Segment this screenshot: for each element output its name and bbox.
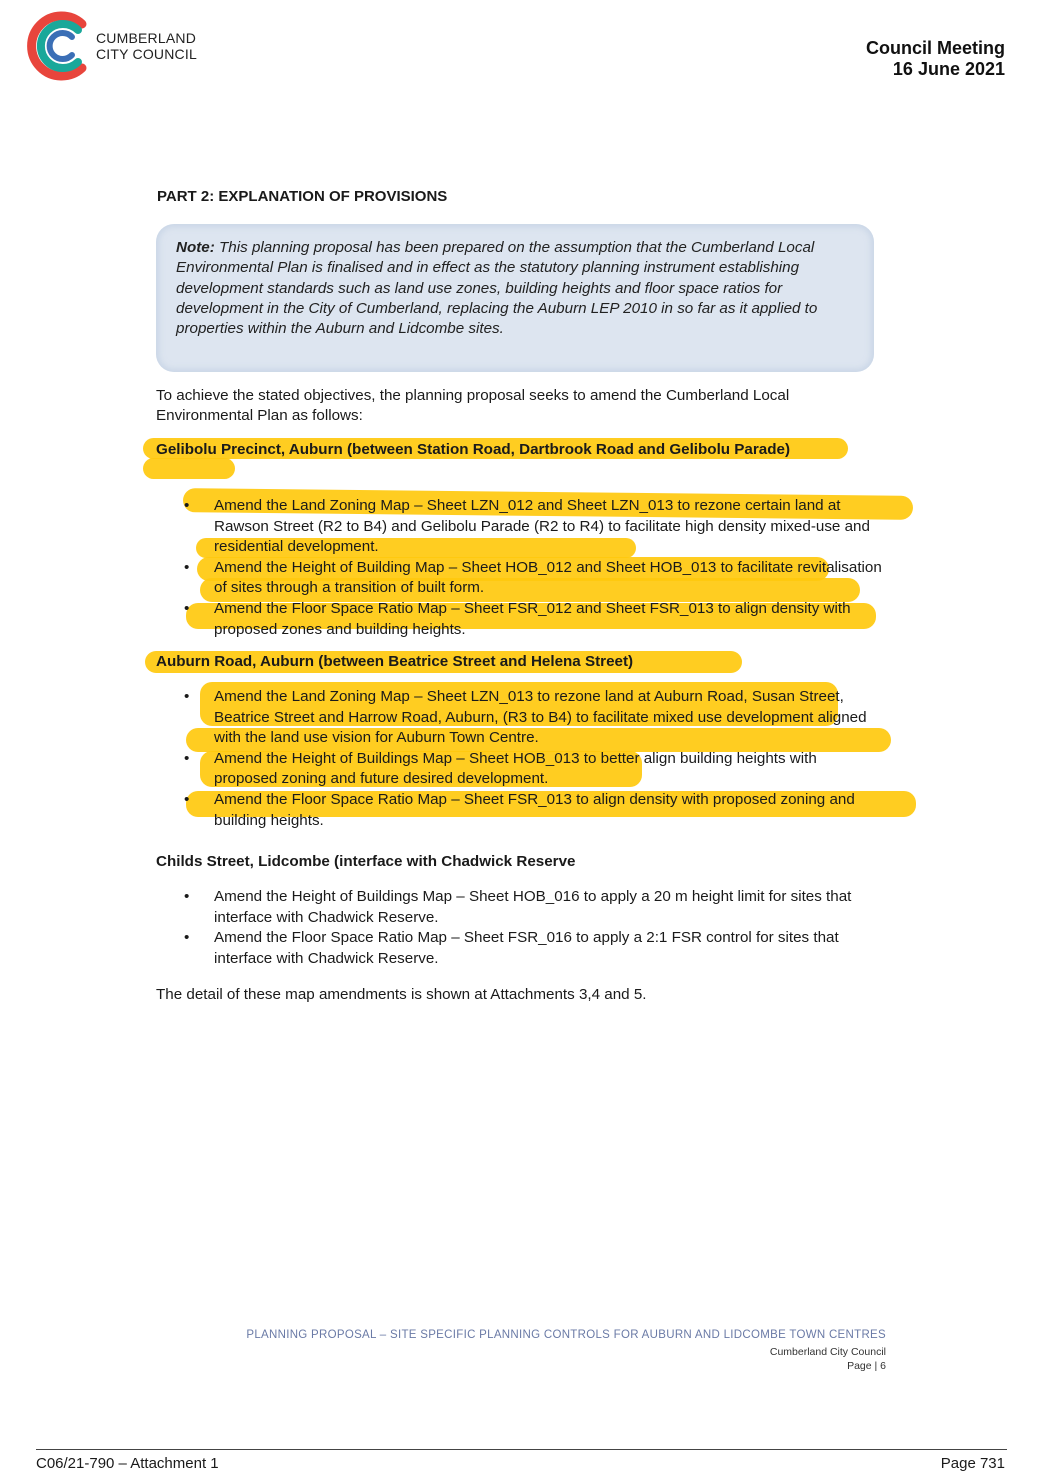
section-heading-gelibolu: Gelibolu Precinct, Auburn (between Station Road, Dartbrook Road and Gelibolu Parade): [156, 441, 791, 458]
list-item: • Amend the Height of Building Map – Sheet HOB_012 and Sheet HOB_013 to facilitate revitalisation of sites through a transition of built form.: [184, 558, 884, 599]
closing-paragraph: The detail of these map amendments is shown at Attachments 3,4 and 5.: [156, 986, 647, 1003]
attachment-reference: C06/21-790 – Attachment 1: [36, 1455, 219, 1472]
document-footer-page: Page | 6: [847, 1360, 886, 1372]
intro-paragraph: To achieve the stated objectives, the planning proposal seeks to amend the Cumberland Local Environmental Plan as follows:: [156, 387, 790, 424]
page-number: Page 731: [940, 1455, 1005, 1472]
section-heading-auburn-road: Auburn Road, Auburn (between Beatrice Street and Helena Street): [156, 653, 634, 670]
list-item: • Amend the Floor Space Ratio Map – Sheet FSR_012 and Sheet FSR_013 to align density with proposed zones and building heights.: [184, 599, 884, 640]
document-footer-meta: [770, 1345, 886, 1373]
list-item: • Amend the Floor Space Ratio Map – Sheet FSR_016 to apply a 2:1 FSR control for sites that interface with Chadwick Reserve.: [184, 928, 884, 969]
footer-divider: [36, 1449, 1007, 1450]
section-list-auburn-road: [184, 687, 884, 831]
list-item: • Amend the Height of Buildings Map – Sheet HOB_016 to apply a 20 m height limit for sites that interface with Chadwick Reserve.: [184, 887, 884, 928]
part-heading: PART 2: EXPLANATION OF PROVISIONS: [157, 188, 448, 205]
meeting-header: [866, 38, 1005, 80]
document-footer-title: PLANNING PROPOSAL – SITE SPECIFIC PLANNING CONTROLS FOR AUBURN AND LIDCOMBE TOWN CENTRES: [246, 1329, 886, 1341]
section-list-childs-street: [184, 887, 884, 969]
list-item: • Amend the Land Zoning Map – Sheet LZN_013 to rezone land at Auburn Road, Susan Street, Beatrice Street and Harrow Road, Auburn, (R3 to B4) to facilitate mixed use development aligned with the land use vision for Auburn Town Centre.: [184, 687, 884, 749]
list-item: • Amend the Land Zoning Map – Sheet LZN_012 and Sheet LZN_013 to rezone certain land at Rawson Street (R2 to B4) and Gelibolu Parade (R2 to R4) to facilitate high density mixed-use and residential development.: [184, 496, 884, 558]
document-footer-org: Cumberland City Council: [769, 1346, 886, 1358]
logo-wordmark: CUMBERLAND CITY COUNCIL: [96, 30, 197, 62]
section-list-gelibolu: [184, 496, 884, 640]
meeting-date: 16 June 2021: [892, 59, 1005, 79]
section-heading-childs-street: Childs Street, Lidcombe (interface with Chadwick Reserve: [156, 853, 576, 870]
note-text: Note: This planning proposal has been prepared on the assumption that the Cumberland Local Environmental Plan is finalised and in effect as the statutory planning instrument establishing development standards such as land use zones, building heights and floor space ratios for development in the City of Cumberland, replacing the Auburn LEP 2010 in so far as it applied to properties within the Auburn and Lidcombe sites.: [176, 239, 818, 338]
meeting-title: Council Meeting: [866, 38, 1005, 58]
list-item: • Amend the Floor Space Ratio Map – Sheet FSR_013 to align density with proposed zoning and building heights.: [184, 790, 884, 831]
list-item: • Amend the Height of Buildings Map – Sheet HOB_013 to better align building heights with proposed zoning and future desired development.: [184, 749, 884, 790]
